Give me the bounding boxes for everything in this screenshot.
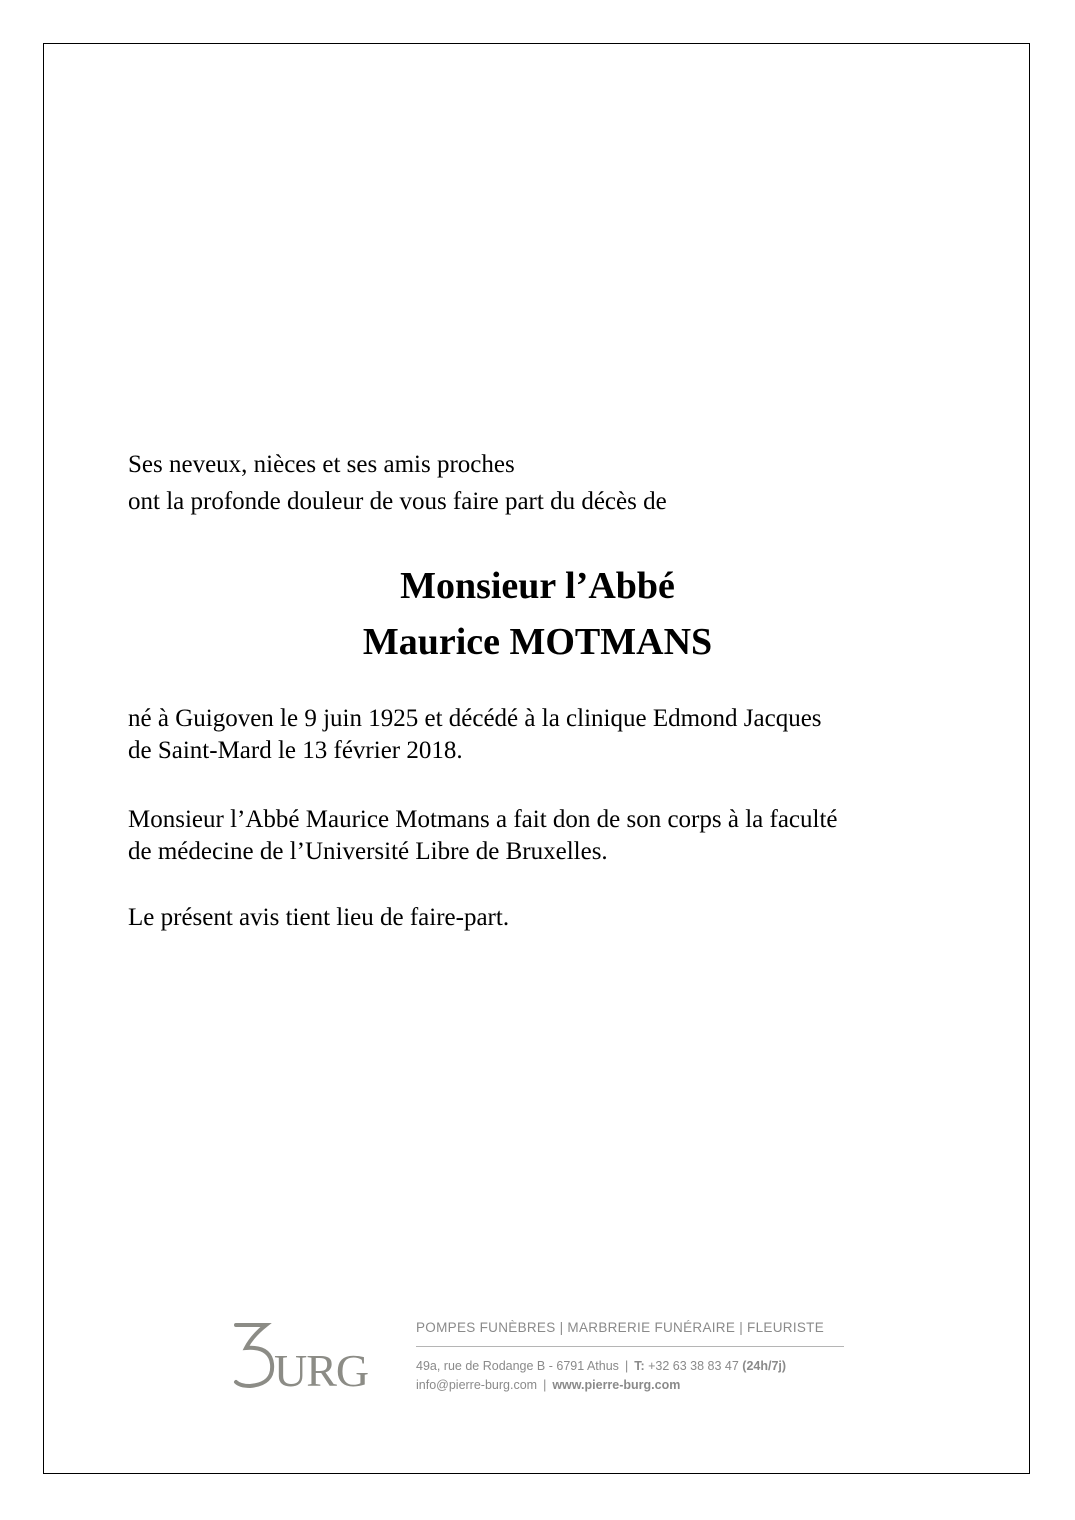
address-line xyxy=(416,1357,844,1376)
street-address: 49a, rue de Rodange B - 6791 Athus xyxy=(416,1359,619,1373)
hours-label: (24h/7j) xyxy=(742,1359,787,1373)
phone-label: T: xyxy=(634,1359,645,1373)
intro-line-1: Ses neveux, nièces et ses amis proches xyxy=(128,451,515,478)
website-link[interactable]: www.pierre-burg.com xyxy=(552,1378,681,1392)
donation-paragraph xyxy=(128,804,958,868)
donation-line-1: Monsieur l’Abbé Maurice Motmans a fait don de son corps à la faculté xyxy=(128,806,838,833)
title-full-name: Maurice MOTMANS xyxy=(362,621,713,663)
footer-divider xyxy=(416,1346,844,1347)
separator: | xyxy=(543,1378,547,1392)
donation-line-2: de médecine de l’Université Libre de Bruxelles. xyxy=(128,838,608,865)
email-link[interactable]: info@pierre-burg.com xyxy=(416,1378,538,1392)
company-footer xyxy=(416,1318,844,1395)
intro-line-2: ont la profonde douleur de vous faire part du décès de xyxy=(128,488,667,515)
birth-death-paragraph xyxy=(128,703,958,767)
separator: | xyxy=(624,1359,629,1373)
contact-line xyxy=(416,1376,844,1395)
phone-number: +32 63 38 83 47 xyxy=(648,1359,739,1373)
closing-paragraph xyxy=(128,902,958,934)
intro-text xyxy=(128,446,667,520)
birth-line-2: de Saint-Mard le 13 février 2018. xyxy=(128,737,463,764)
birth-line-1: né à Guigoven le 9 juin 1925 et décédé à la clinique Edmond Jacques xyxy=(128,705,822,732)
closing-line: Le présent avis tient lieu de faire-part. xyxy=(128,904,510,931)
svg-text:URG: URG xyxy=(274,1345,369,1396)
title-honorific: Monsieur l’Abbé xyxy=(400,565,675,607)
services-line: POMPES FUNÈBRES | MARBRERIE FUNÉRAIRE | FLEURISTE xyxy=(416,1320,825,1335)
burg-logo xyxy=(232,1318,382,1398)
deceased-name-heading xyxy=(0,558,1075,670)
